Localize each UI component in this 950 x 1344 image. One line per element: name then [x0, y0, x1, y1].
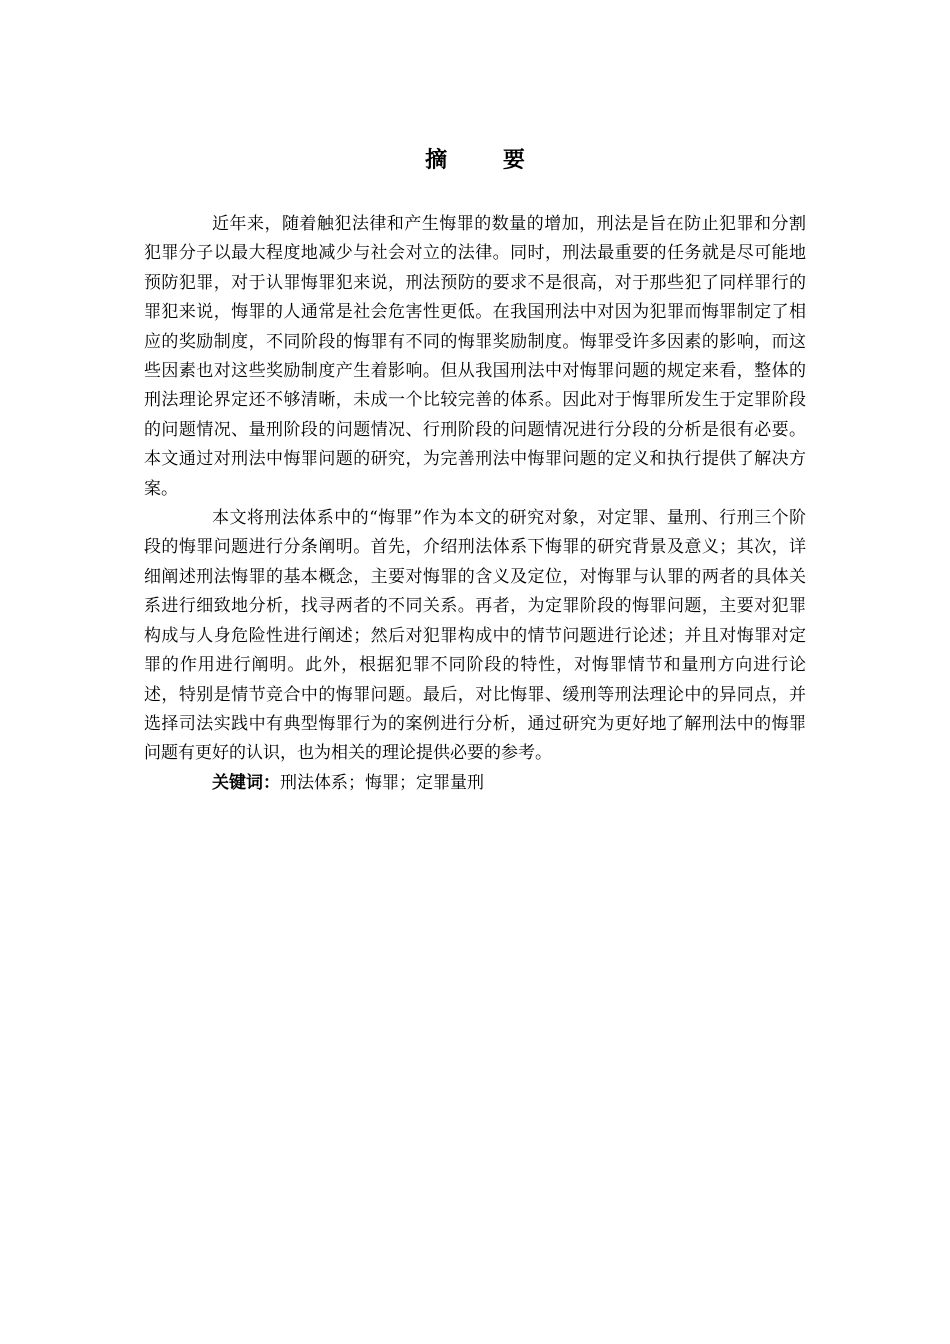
keywords-value: 刑法体系；悔罪；定罪量刑: [280, 772, 484, 793]
abstract-paragraph-1: 近年来，随着触犯法律和产生悔罪的数量的增加，刑法是旨在防止犯罪和分割犯罪分子以最大程度地减少与社会对立的法律。同时，刑法最重要的任务就是尽可能地预防犯罪，对于认罪悔罪犯来说，刑法预防的要求不是很高，对于那些犯了同样罪行的罪犯来说，悔罪的人通常是社会危害性更低。在我国刑法中对因为犯罪而悔罪制定了相应的奖励制度，不同阶段的悔罪有不同的悔罪奖励制度。悔罪受许多因素的影响，而这些因素也对这些奖励制度产生着影响。但从我国刑法中对悔罪问题的规定来看，整体的刑法理论界定还不够清晰，未成一个比较完善的体系。因此对于悔罪所发生于定罪阶段的问题情况、量刑阶段的问题情况、行刑阶段的问题情况进行分段的分析是很有必要。本文通过对刑法中悔罪问题的研究，为完善刑法中悔罪问题的定义和执行提供了解决方案。: [144, 214, 806, 499]
keywords-label: 关键词：: [212, 772, 280, 793]
abstract-title: 摘 要: [425, 148, 549, 173]
abstract-body: [144, 210, 806, 798]
keywords-line: [144, 769, 806, 798]
abstract-paragraph-2: 本文将刑法体系中的“悔罪”作为本文的研究对象，对定罪、量刑、行刑三个阶段的悔罪问题进行分条阐明。首先，介绍刑法体系下悔罪的研究背景及意义；其次，详细阐述刑法悔罪的基本概念，主要对悔罪的含义及定位，对悔罪与认罪的两者的具体关系进行细致地分析，找寻两者的不同关系。再者，为定罪阶段的悔罪问题，主要对犯罪构成与人身危险性进行阐述；然后对犯罪构成中的情节问题进行论述；并且对悔罪对定罪的作用进行阐明。此外，根据犯罪不同阶段的特性，对悔罪情节和量刑方向进行论述，特别是情节竞合中的悔罪问题。最后，对比悔罪、缓刑等刑法理论中的异同点，并选择司法实践中有典型悔罪行为的案例进行分析，通过研究为更好地了解刑法中的悔罪问题有更好的认识，也为相关的理论提供必要的参考。: [144, 508, 806, 764]
